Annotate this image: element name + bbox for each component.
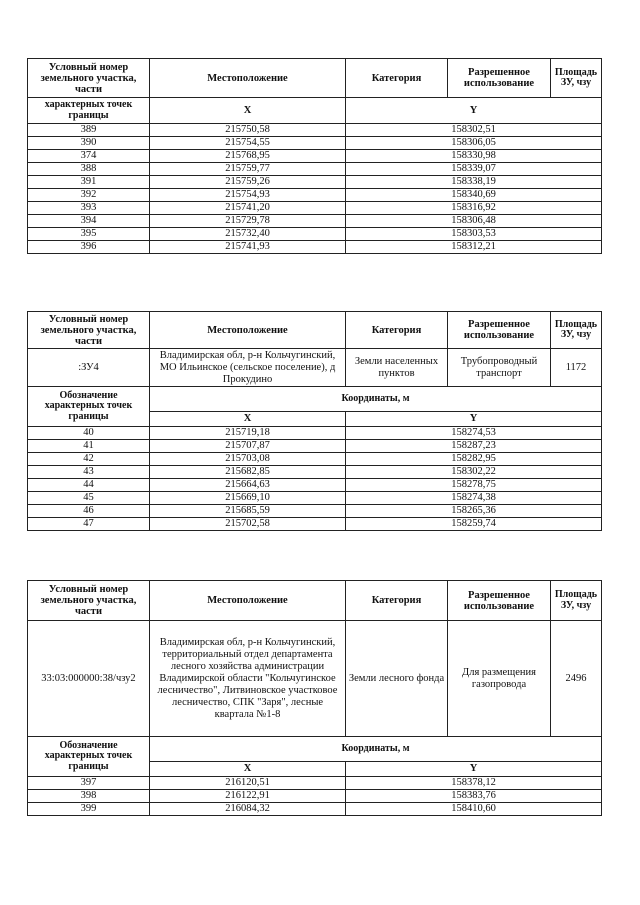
header-permitted-use: Разрешенное использование bbox=[448, 312, 551, 349]
coord-y: 158410,60 bbox=[346, 803, 602, 816]
point-number: 40 bbox=[28, 427, 150, 440]
parcel-permitted-use: Для размещения газопровода bbox=[448, 621, 551, 737]
coord-x: 215664,63 bbox=[150, 479, 346, 492]
coord-x: 215702,58 bbox=[150, 518, 346, 531]
table-row bbox=[28, 518, 602, 531]
point-number: 47 bbox=[28, 518, 150, 531]
coord-y: 158378,12 bbox=[346, 777, 602, 790]
coord-x: 215682,85 bbox=[150, 466, 346, 479]
header-x: X bbox=[150, 762, 346, 777]
coord-y: 158274,38 bbox=[346, 492, 602, 505]
coord-y: 158306,48 bbox=[346, 215, 602, 228]
coord-x: 215685,59 bbox=[150, 505, 346, 518]
coord-y: 158287,23 bbox=[346, 440, 602, 453]
table-row bbox=[28, 202, 602, 215]
coord-x: 216084,32 bbox=[150, 803, 346, 816]
coord-x: 215669,10 bbox=[150, 492, 346, 505]
table-row bbox=[28, 466, 602, 479]
coord-y: 158339,07 bbox=[346, 163, 602, 176]
coord-y: 158259,74 bbox=[346, 518, 602, 531]
table-row bbox=[28, 228, 602, 241]
coord-y: 158340,69 bbox=[346, 189, 602, 202]
coordinates-table-2 bbox=[27, 311, 602, 531]
header-location: Местоположение bbox=[150, 59, 346, 98]
table-row bbox=[28, 189, 602, 202]
coord-x: 215768,95 bbox=[150, 150, 346, 163]
table-row bbox=[28, 163, 602, 176]
header-y: Y bbox=[346, 98, 602, 124]
coord-x: 215754,93 bbox=[150, 189, 346, 202]
table-row bbox=[28, 176, 602, 189]
header-y: Y bbox=[346, 762, 602, 777]
coord-y: 158312,21 bbox=[346, 241, 602, 254]
coord-x: 215703,08 bbox=[150, 453, 346, 466]
coord-x: 215707,87 bbox=[150, 440, 346, 453]
table-row bbox=[28, 505, 602, 518]
header-area: Площадь ЗУ, чзу bbox=[551, 581, 602, 621]
table-row bbox=[28, 150, 602, 163]
header-location: Местоположение bbox=[150, 312, 346, 349]
table-row bbox=[28, 215, 602, 228]
header-y: Y bbox=[346, 412, 602, 427]
header-category: Категория bbox=[346, 581, 448, 621]
coord-y: 158302,22 bbox=[346, 466, 602, 479]
point-number: 392 bbox=[28, 189, 150, 202]
coord-y: 158302,51 bbox=[346, 124, 602, 137]
point-number: 44 bbox=[28, 479, 150, 492]
header-parcel-number: Условный номер земельного участка, части bbox=[28, 59, 150, 98]
point-number: 46 bbox=[28, 505, 150, 518]
point-number: 388 bbox=[28, 163, 150, 176]
coord-x: 215729,78 bbox=[150, 215, 346, 228]
table-row bbox=[28, 137, 602, 150]
header-area: Площадь ЗУ, чзу bbox=[551, 312, 602, 349]
point-number: 390 bbox=[28, 137, 150, 150]
header-category: Категория bbox=[346, 59, 448, 98]
parcel-location: Владимирская обл, р-н Кольчугинский, МО Ильинское (сельское поселение), д Прокудино bbox=[150, 349, 346, 387]
coord-y: 158330,98 bbox=[346, 150, 602, 163]
point-number: 398 bbox=[28, 790, 150, 803]
point-number: 399 bbox=[28, 803, 150, 816]
header-location: Местоположение bbox=[150, 581, 346, 621]
coord-y: 158303,53 bbox=[346, 228, 602, 241]
point-number: 391 bbox=[28, 176, 150, 189]
coord-x: 215759,77 bbox=[150, 163, 346, 176]
header-points-label: характерных точек границы bbox=[28, 98, 150, 124]
coord-y: 158265,36 bbox=[346, 505, 602, 518]
header-points-label: Обозначение характерных точек границы bbox=[28, 737, 150, 777]
header-coordinates: Координаты, м bbox=[150, 387, 602, 412]
point-number: 374 bbox=[28, 150, 150, 163]
coordinates-table-3 bbox=[27, 580, 602, 816]
point-number: 395 bbox=[28, 228, 150, 241]
coord-y: 158282,95 bbox=[346, 453, 602, 466]
coord-y: 158306,05 bbox=[346, 137, 602, 150]
coord-x: 215754,55 bbox=[150, 137, 346, 150]
header-permitted-use: Разрешенное использование bbox=[448, 59, 551, 98]
point-number: 396 bbox=[28, 241, 150, 254]
table-row bbox=[28, 241, 602, 254]
header-x: X bbox=[150, 98, 346, 124]
header-parcel-number: Условный номер земельного участка, части bbox=[28, 581, 150, 621]
table-row bbox=[28, 479, 602, 492]
table-row bbox=[28, 790, 602, 803]
point-number: 42 bbox=[28, 453, 150, 466]
table-row bbox=[28, 803, 602, 816]
coordinates-table-1 bbox=[27, 58, 602, 254]
header-permitted-use: Разрешенное использование bbox=[448, 581, 551, 621]
point-number: 41 bbox=[28, 440, 150, 453]
parcel-number: :ЗУ4 bbox=[28, 349, 150, 387]
parcel-permitted-use: Трубопроводный транспорт bbox=[448, 349, 551, 387]
table-row bbox=[28, 427, 602, 440]
parcel-area: 2496 bbox=[551, 621, 602, 737]
table-row bbox=[28, 440, 602, 453]
coord-y: 158316,92 bbox=[346, 202, 602, 215]
table-row bbox=[28, 777, 602, 790]
header-parcel-number: Условный номер земельного участка, части bbox=[28, 312, 150, 349]
table-row bbox=[28, 453, 602, 466]
coord-x: 215741,20 bbox=[150, 202, 346, 215]
coord-x: 215719,18 bbox=[150, 427, 346, 440]
point-number: 394 bbox=[28, 215, 150, 228]
parcel-category: Земли населенных пунктов bbox=[346, 349, 448, 387]
coord-x: 215732,40 bbox=[150, 228, 346, 241]
table-row bbox=[28, 492, 602, 505]
parcel-number: 33:03:000000:38/чзу2 bbox=[28, 621, 150, 737]
parcel-area: 1172 bbox=[551, 349, 602, 387]
header-category: Категория bbox=[346, 312, 448, 349]
header-coordinates: Координаты, м bbox=[150, 737, 602, 762]
table-row bbox=[28, 124, 602, 137]
header-x: X bbox=[150, 412, 346, 427]
point-number: 389 bbox=[28, 124, 150, 137]
coord-x: 215750,58 bbox=[150, 124, 346, 137]
coord-y: 158278,75 bbox=[346, 479, 602, 492]
header-points-label: Обозначение характерных точек границы bbox=[28, 387, 150, 427]
header-area: Площадь ЗУ, чзу bbox=[551, 59, 602, 98]
point-number: 393 bbox=[28, 202, 150, 215]
parcel-category: Земли лесного фонда bbox=[346, 621, 448, 737]
point-number: 43 bbox=[28, 466, 150, 479]
coord-y: 158274,53 bbox=[346, 427, 602, 440]
coord-x: 215759,26 bbox=[150, 176, 346, 189]
coord-x: 216122,91 bbox=[150, 790, 346, 803]
parcel-location: Владимирская обл, р-н Кольчугинский, территориальный отдел департамента лесного хозяйства администрации Владимирской области "Кольчугинское лесничество", Литвиновское участковое лесничество, СПК "Заря", лесные квартала №1-8 bbox=[150, 621, 346, 737]
coord-y: 158338,19 bbox=[346, 176, 602, 189]
point-number: 397 bbox=[28, 777, 150, 790]
coord-x: 216120,51 bbox=[150, 777, 346, 790]
coord-x: 215741,93 bbox=[150, 241, 346, 254]
point-number: 45 bbox=[28, 492, 150, 505]
coord-y: 158383,76 bbox=[346, 790, 602, 803]
